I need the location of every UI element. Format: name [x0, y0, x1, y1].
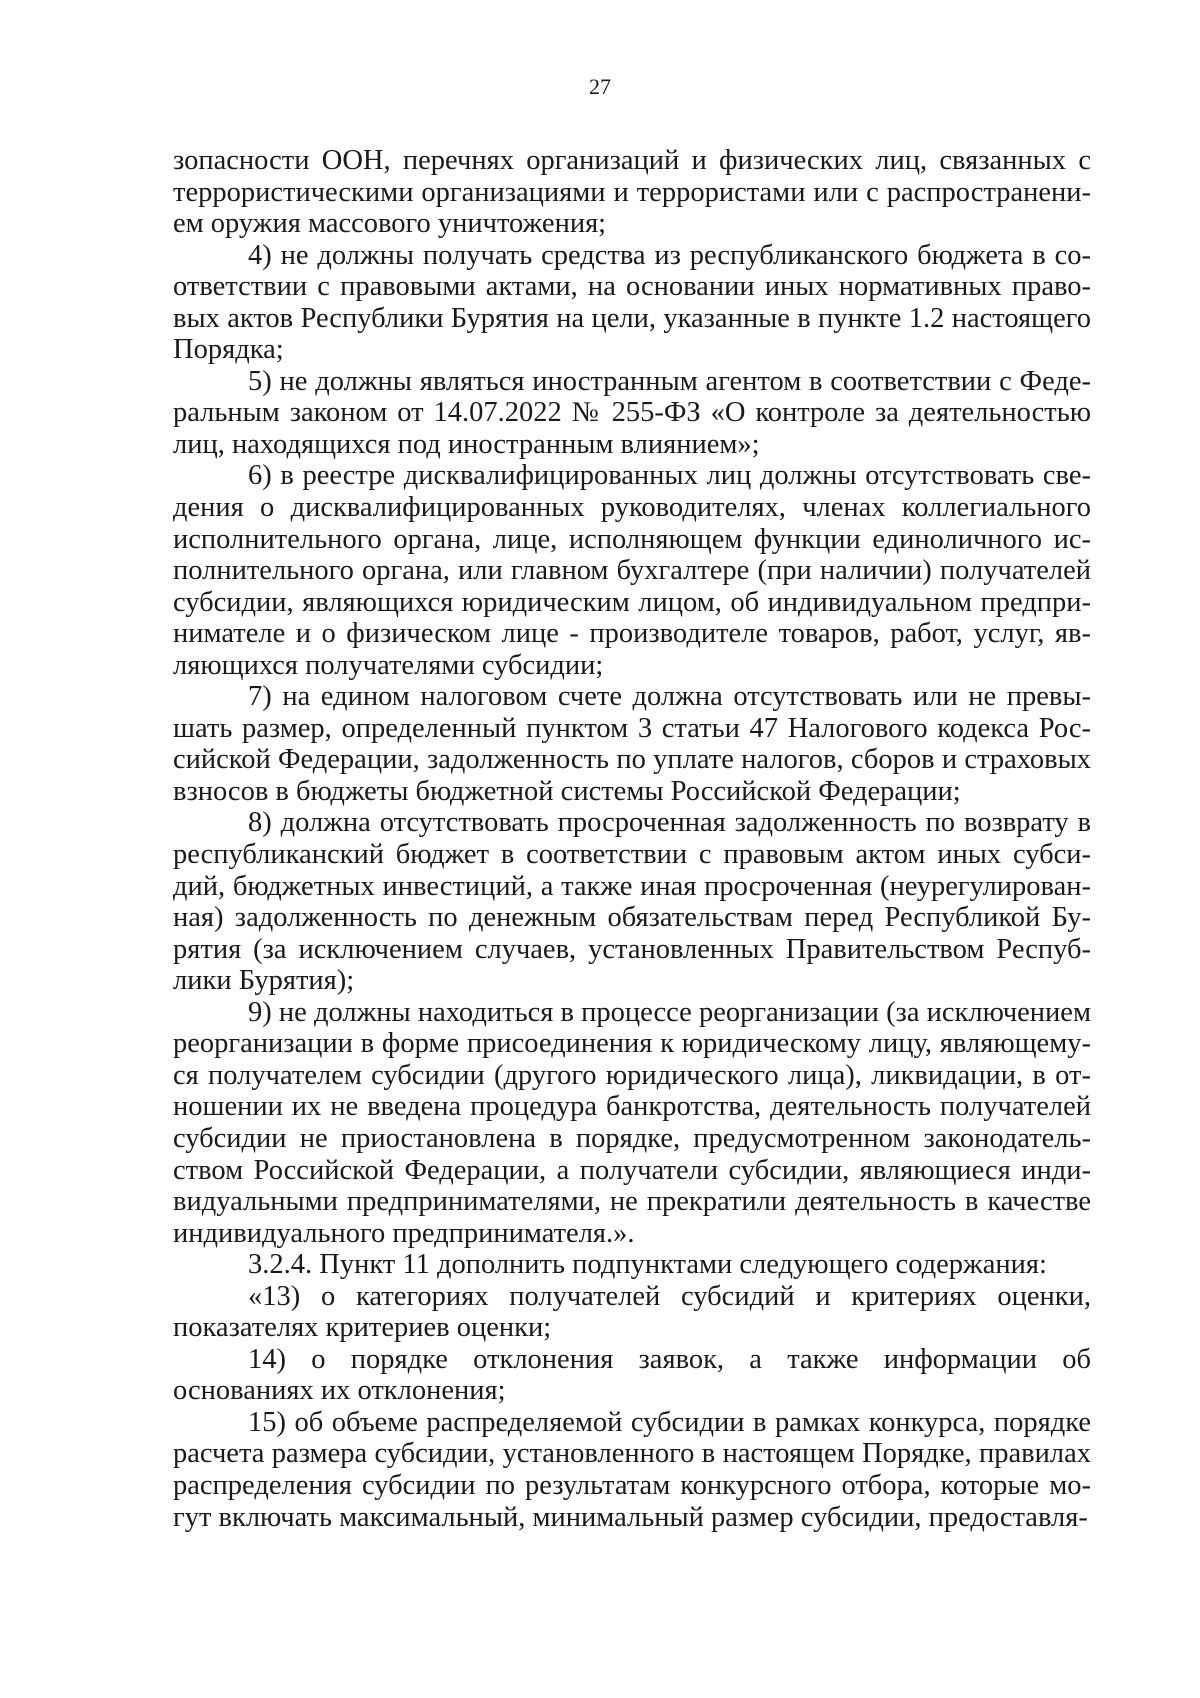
paragraph-item-14: 14) о порядке отклонения заявок, а также информации об основаниях их отклонения;: [173, 1343, 1091, 1407]
paragraph-clause-3-2-4: 3.2.4. Пункт 11 дополнить подпунктами следующего содержания:: [248, 1249, 1047, 1281]
document-body: [173, 145, 1091, 1533]
paragraph-item-4: 4) не должны получать средства из республиканского бюджета в соответствии с правовыми актами, на основании иных нормативных правовых актов Республики Бурятия на цели, указанные в пункте 1.2 настоящего Порядка;: [173, 239, 1091, 366]
paragraph-item-5: 5) не должны являться иностранным агентом в соответствии с Федеральным законом от 14.07.2022 № 255-ФЗ «О контроле за деятельностью лиц, находящихся под иностранным влиянием»;: [173, 365, 1091, 460]
paragraph-item-13: «13) о категориях получателей субсидий и критериях оценки, показателях критериев оценки;: [173, 1280, 1091, 1344]
paragraph-item-8: 8) должна отсутствовать просроченная задолженность по возврату в республиканский бюджет в соответствии с правовым актом иных субсидий, бюджетных инвестиций, а также иная просроченная (неурегулированная) задолженность по денежным обязательствам перед Республикой Бурятия (за исключением случаев, установленных Правительством Республики Бурятия);: [173, 807, 1091, 997]
paragraph-item-6: 6) в реестре дисквалифицированных лиц должны отсутствовать сведения о дисквалифицированных руководителях, членах коллегиального исполнительного органа, лице, исполняющем функции единоличного исполнительного органа, или главном бухгалтере (при наличии) получателей субсидии, являющихся юридическим лицом, об индивидуальном предпринимателе и о физическом лице - производителе товаров, работ, услуг, являющихся получателями субсидии;: [173, 460, 1091, 681]
paragraph: зопасности ООН, перечнях организаций и физических лиц, связанных с террористическими организациями и террористами или с распространением оружия массового уничтожения;: [173, 145, 1091, 240]
paragraph-item-15: 15) об объеме распределяемой субсидии в рамках конкурса, порядке расчета размера субсидии, установленного в настоящем Порядке, правилах распределения субсидии по результатам конкурсного отбора, которые могут включать максимальный, минимальный размер субсидии, предоставля-: [173, 1406, 1091, 1533]
page-number: 27: [589, 74, 611, 99]
paragraph-item-9: 9) не должны находиться в процессе реорганизации (за исключением реорганизации в форме присоединения к юридическому лицу, являющемуся получателем субсидии (другого юридического лица), ликвидации, в отношении их не введена процедура банкротства, деятельность получателей субсидии не приостановлена в порядке, предусмотренном законодательством Российской Федерации, а получатели субсидии, являющиеся индивидуальными предпринимателями, не прекратили деятельность в качестве индивидуального предпринимателя.».: [173, 996, 1091, 1249]
paragraph-item-7: 7) на едином налоговом счете должна отсутствовать или не превышать размер, определенный пунктом 3 статьи 47 Налогового кодекса Российской Федерации, задолженность по уплате налогов, сборов и страховых взносов в бюджеты бюджетной системы Российской Федерации;: [173, 681, 1091, 807]
